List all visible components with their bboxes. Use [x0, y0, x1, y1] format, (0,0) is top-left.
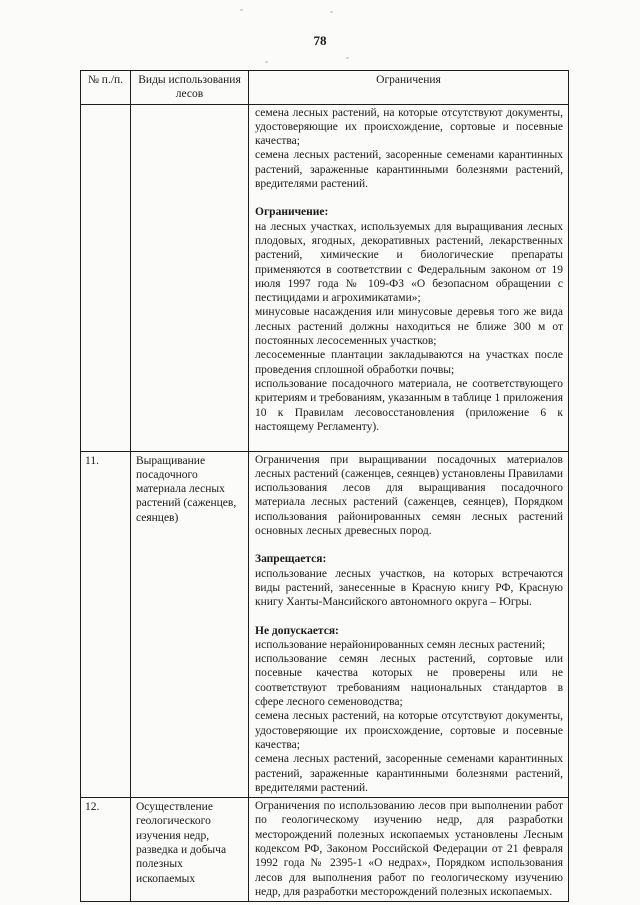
row-restrictions	[249, 451, 569, 798]
row-use-type	[131, 104, 249, 451]
row-use-type: Выращивание посадочного материала лесных растений (саженцев, сеянцев)	[131, 451, 249, 798]
row-use-type: Осуществление геологического изучения недр, разведка и добыча полезных ископаемых	[131, 798, 249, 902]
paragraph: на лесных участках, используемых для выращивания лесных плодовых, ягодных, декоративных растений, лекарственных растений, химические и биологические препараты применяются в соответствии с Федеральным законом от 19 июля 1997 года № 109-ФЗ «О безопасном обращении с пестицидами и агрохимикатами»;	[255, 220, 563, 305]
header-number: № п./п.	[81, 71, 131, 105]
paragraph: Ограничения по использованию лесов при выполнении работ по геологическому изучению недр, для разработки месторождений полезных ископаемых установлены Лесным кодексом РФ, Законом Российской Федерации от 21 февраля 1992 года № 2395-1 «О недрах», Порядком использования лесов для выполнения работ по геологическому изучению недр, для разработки месторождений полезных ископаемых.	[255, 800, 563, 898]
scan-artifact	[346, 57, 349, 59]
section-heading: Ограничение:	[255, 206, 329, 219]
paragraph: использование лесных участков, на которых встречаются виды растений, занесенные в Красную книгу РФ, Красную книгу Ханты-Мансийского автономного округа – Югры.	[255, 567, 563, 609]
spacer	[255, 610, 563, 624]
row-restrictions	[249, 104, 569, 451]
scan-artifact	[265, 61, 268, 63]
table-row	[81, 798, 569, 902]
section-heading: Запрещается:	[255, 553, 327, 566]
table-header-row	[81, 71, 569, 105]
restrictions-table	[80, 70, 569, 902]
paragraph: лесосеменные плантации закладываются на участках после проведения сплошной обработки почвы;	[255, 349, 563, 376]
spacer	[255, 191, 563, 205]
header-restrictions: Ограничения	[249, 71, 569, 105]
page-number: 78	[313, 33, 327, 48]
row-number: 12.	[81, 798, 131, 902]
paragraph: использование семян лесных растений, сортовые или посевные качества которых не проверены или не соответствуют требованиям национальных стандартов в сфере лесного семеноводства;	[255, 653, 563, 709]
section-heading: Не допускается:	[255, 624, 339, 637]
paragraph: семена лесных растений, на которые отсутствуют документы, удостоверяющие их происхождение, сортовые и посевные качества;	[255, 106, 563, 148]
row-number: 11.	[81, 451, 131, 798]
header-use-type: Виды использования лесов	[131, 71, 249, 105]
table-row	[81, 104, 569, 451]
row-number	[81, 104, 131, 451]
scan-artifact	[240, 9, 243, 11]
table-row	[81, 451, 569, 798]
paragraph: минусовые насаждения или минусовые деревья того же вида лесных растений должны находиться не ближе 300 м от постоянных лесосеменных участков;	[255, 306, 563, 348]
paragraph: использование нерайонированных семян лесных растений;	[255, 638, 546, 651]
paragraph: семена лесных растений, засоренные семенами карантинных растений, зараженные карантинными болезнями растений, вредителями растений.	[255, 753, 563, 794]
paragraph: семена лесных растений, засоренные семенами карантинных растений, зараженные карантинными болезнями растений, вредителями растений.	[255, 149, 563, 191]
paragraph: использование посадочного материала, не соответствующего критериям и требованиям, указанным в таблице 1 приложения 10 к Правилам лесовосстановления (приложение 6 к настоящему Регламенту).	[255, 377, 563, 433]
row-restrictions	[249, 798, 569, 902]
scan-artifact	[330, 11, 333, 13]
paragraph: Ограничения при выращивании посадочных материалов лесных растений (саженцев, сеянцев) установлены Правилами использования лесов для выращивания посадочного материала лесных растений (саженцев, сеянцев), Порядком использования районированных семян лесных растений основных лесных древесных пород.	[255, 453, 563, 538]
paragraph: семена лесных растений, на которые отсутствуют документы, удостоверяющие их происхождение, сортовые и посевные качества;	[255, 710, 563, 751]
spacer	[255, 538, 563, 552]
